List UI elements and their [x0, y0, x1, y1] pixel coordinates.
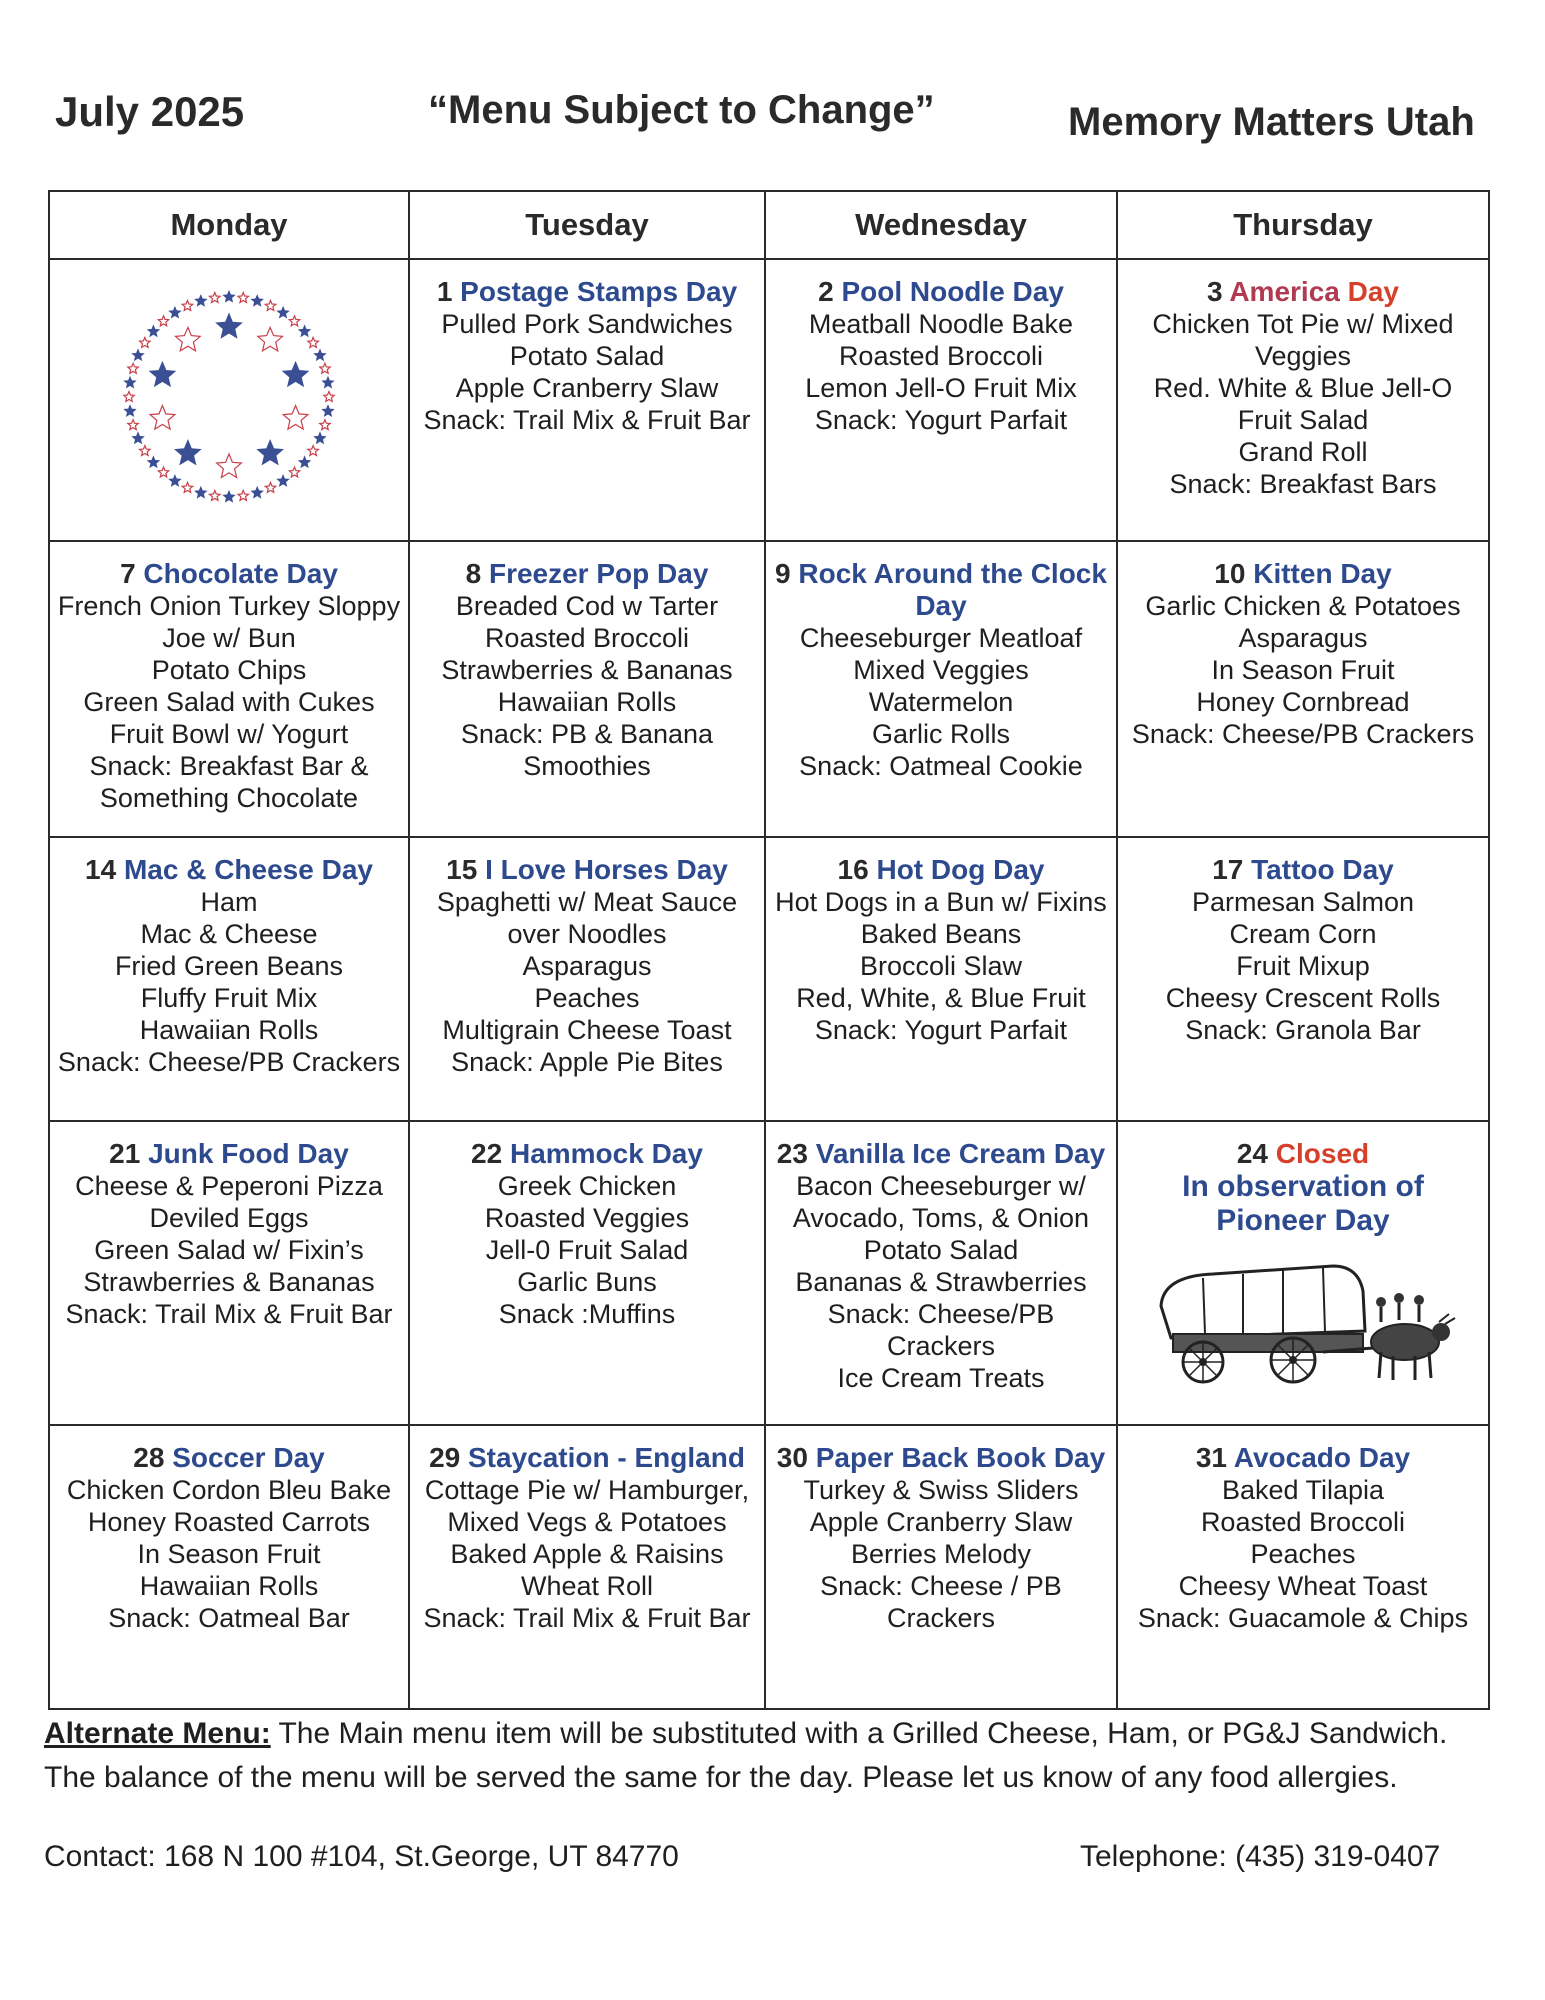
star-icon	[224, 292, 234, 302]
menu-item: Red. White & Blue Jell-O Fruit Salad	[1153, 373, 1453, 435]
menu-item: Green Salad with Cukes	[83, 687, 375, 717]
star-icon	[320, 363, 331, 373]
day-cell-17	[1117, 837, 1489, 1121]
menu-item: Deviled Eggs	[149, 1203, 309, 1233]
star-icon	[289, 467, 299, 477]
day-cell-14	[49, 837, 409, 1121]
day-cell-21	[49, 1121, 409, 1425]
star-icon	[324, 392, 334, 402]
menu-item: Cheeseburger Meatloaf	[799, 623, 1083, 653]
day-cell-3	[1117, 259, 1489, 541]
star-icon	[224, 492, 234, 502]
star-icon	[148, 457, 159, 467]
menu-item: Mixed Veggies	[853, 655, 1029, 685]
day-number: 3	[1207, 276, 1223, 307]
menu-item: Fluffy Fruit Mix	[140, 983, 318, 1013]
menu-item: Hawaiian Rolls	[497, 687, 677, 717]
menu-snack: Snack :Muffins	[498, 1299, 676, 1329]
menu-item: Hawaiian Rolls	[139, 1571, 319, 1601]
day-cell-1	[409, 259, 765, 541]
menu-item: Chicken Cordon Bleu Bake	[66, 1475, 392, 1505]
org-name: Memory Matters Utah	[1068, 100, 1475, 144]
menu-snack: Snack: Cheese/PB Crackers	[827, 1299, 1055, 1361]
day-cell-31	[1117, 1425, 1489, 1709]
week-row	[49, 1425, 1489, 1709]
menu-snack: Snack: Yogurt Parfait	[814, 405, 1068, 435]
weekday-header-row	[49, 191, 1489, 259]
star-icon	[283, 362, 308, 386]
menu-item: Hot Dogs in a Bun w/ Fixins	[775, 887, 1107, 917]
menu-item: Bacon Cheeseburger w/ Avocado, Toms, & Onion	[792, 1171, 1090, 1233]
day-theme: Hammock Day	[509, 1138, 703, 1169]
menu-snack: Snack: Oatmeal Bar	[108, 1603, 350, 1633]
day-number: 24	[1236, 1138, 1268, 1169]
day-number: 14	[85, 854, 117, 885]
day-cell-2	[765, 259, 1117, 541]
star-icon	[210, 491, 221, 501]
day-number: 8	[465, 558, 482, 589]
menu-item: Fried Green Beans	[114, 951, 344, 981]
day-theme: Chocolate Day	[143, 558, 338, 589]
menu-note: “Menu Subject to Change”	[428, 88, 935, 132]
star-icon	[150, 362, 175, 386]
menu-snack: Snack: Granola Bar	[1185, 1015, 1421, 1045]
menu-item: Peaches	[1250, 1539, 1356, 1569]
star-icon	[299, 457, 310, 467]
day-number: 30	[776, 1442, 808, 1473]
week-row	[49, 541, 1489, 837]
menu-item: Garlic Rolls	[871, 719, 1011, 749]
star-icon	[217, 454, 242, 478]
day-cell-7	[49, 541, 409, 837]
star-icon	[148, 326, 159, 336]
star-icon	[258, 327, 283, 351]
star-icon	[140, 337, 151, 347]
star-icon	[210, 293, 221, 303]
menu-item: Cottage Pie w/ Hamburger, Mixed Vegs & Potatoes	[424, 1475, 750, 1537]
menu-snack: Snack: Apple Pie Bites	[451, 1047, 723, 1077]
star-icon	[133, 350, 144, 360]
star-icon	[170, 307, 181, 317]
menu-snack: Snack: Breakfast Bar & Something Chocolate	[89, 751, 369, 813]
menu-item: Ham	[200, 887, 258, 917]
star-icon	[140, 446, 151, 456]
star-icon	[323, 406, 333, 416]
star-icon	[265, 483, 276, 493]
menu-snack: Snack: Cheese/PB Crackers	[57, 1047, 401, 1077]
day-cell-23	[765, 1121, 1117, 1425]
menu-item: Honey Cornbread	[1196, 687, 1410, 717]
menu-item: Strawberries & Bananas	[83, 1267, 375, 1297]
day-theme: Mac & Cheese Day	[123, 854, 373, 885]
star-icon	[128, 420, 139, 430]
day-theme: Hot Dog Day	[876, 854, 1045, 885]
star-icon	[125, 377, 135, 387]
menu-item: Cheesy Crescent Rolls	[1165, 983, 1441, 1013]
weekday-wednesday: Wednesday	[765, 191, 1117, 259]
day-number: 16	[837, 854, 869, 885]
star-icon	[278, 307, 289, 317]
star-icon	[278, 476, 289, 486]
menu-item: Roasted Veggies	[484, 1203, 690, 1233]
day-theme: Tattoo Day	[1251, 854, 1394, 885]
menu-item: Cheese & Peperoni Pizza	[75, 1171, 383, 1201]
day-cell-28	[49, 1425, 409, 1709]
star-icon	[176, 441, 201, 465]
covered-wagon-icon	[1143, 1256, 1463, 1386]
week-row	[49, 1121, 1489, 1425]
menu-snack: Snack: Trail Mix & Fruit Bar	[423, 1603, 751, 1633]
menu-item: Parmesan Salmon	[1191, 887, 1415, 917]
menu-item: In Season Fruit	[137, 1539, 321, 1569]
star-icon	[265, 301, 276, 311]
menu-item: Strawberries & Bananas	[441, 655, 733, 685]
menu-item: Greek Chicken	[497, 1171, 677, 1201]
menu-snack: Snack: Oatmeal Cookie	[799, 751, 1083, 781]
menu-item: Honey Roasted Carrots	[87, 1507, 371, 1537]
star-icon	[196, 487, 207, 497]
menu-snack: Snack: Breakfast Bars	[1169, 469, 1437, 499]
menu-item: Roasted Broccoli	[484, 623, 690, 653]
star-icon	[289, 316, 299, 326]
closed-reason: In observation of Pioneer Day	[1182, 1170, 1424, 1237]
menu-item: Potato Salad	[863, 1235, 1019, 1265]
menu-item: Baked Tilapia	[1221, 1475, 1385, 1505]
week-row	[49, 837, 1489, 1121]
menu-item: Multigrain Cheese Toast	[442, 1015, 732, 1045]
menu-item: Peaches	[534, 983, 640, 1013]
menu-calendar	[48, 190, 1490, 1710]
day-number: 23	[776, 1138, 808, 1169]
star-icon	[133, 433, 144, 443]
menu-item: Jell-0 Fruit Salad	[485, 1235, 689, 1265]
star-icon	[128, 363, 139, 373]
menu-item: Fruit Mixup	[1236, 951, 1370, 981]
day-theme: Soccer Day	[172, 1442, 325, 1473]
menu-snack: Snack: Yogurt Parfait	[814, 1015, 1068, 1045]
day-theme: Avocado Day	[1233, 1442, 1411, 1473]
day-number: 15	[446, 854, 478, 885]
day-theme-day: Day	[1347, 276, 1399, 307]
week-row	[49, 259, 1489, 541]
star-icon	[320, 420, 331, 430]
day-theme: Kitten Day	[1253, 558, 1392, 589]
day-cell-10	[1117, 541, 1489, 837]
star-icon	[308, 446, 319, 456]
star-icon	[217, 314, 242, 338]
day-number: 29	[429, 1442, 461, 1473]
star-icon	[315, 350, 326, 360]
day-cell-29	[409, 1425, 765, 1709]
menu-item: Baked Apple & Raisins	[450, 1539, 724, 1569]
menu-item: Spaghetti w/ Meat Sauce over Noodles	[436, 887, 738, 949]
star-icon	[308, 337, 319, 347]
star-icon	[176, 327, 201, 351]
weekday-tuesday: Tuesday	[409, 191, 765, 259]
star-icon	[238, 293, 249, 303]
day-number: 22	[471, 1138, 503, 1169]
menu-item: Roasted Broccoli	[1200, 1507, 1406, 1537]
menu-item: Broccoli Slaw	[859, 951, 1023, 981]
menu-item: Berries Melody	[850, 1539, 1032, 1569]
day-number: 7	[120, 558, 136, 589]
menu-item: Red, White, & Blue Fruit	[796, 983, 1086, 1013]
star-icon	[182, 483, 193, 493]
star-icon	[196, 296, 207, 306]
menu-item: Garlic Chicken & Potatoes	[1145, 591, 1461, 621]
closed-label: Closed	[1275, 1138, 1370, 1169]
menu-snack: Snack: Guacamole & Chips	[1137, 1603, 1469, 1633]
star-icon	[252, 487, 263, 497]
menu-item: Asparagus	[522, 951, 652, 981]
menu-item: Ice Cream Treats	[837, 1363, 1045, 1393]
star-icon	[158, 467, 168, 477]
menu-item: Fruit Bowl w/ Yogurt	[109, 719, 349, 749]
day-theme: Freezer Pop Day	[488, 558, 709, 589]
day-cell-15	[409, 837, 765, 1121]
stars-wreath-icon	[114, 282, 344, 512]
star-icon	[238, 491, 249, 501]
menu-item: French Onion Turkey Sloppy Joe w/ Bun	[57, 591, 401, 653]
day-number: 1	[436, 276, 453, 307]
alternate-menu-text: The Main menu item will be substituted with a Grilled Cheese, Ham, or PG&J Sandwich. The balance of the menu will be served the same for the day. Please let us know of any food allergies.	[44, 1717, 1448, 1794]
day-theme: Paper Back Book Day	[815, 1442, 1106, 1473]
menu-item: Turkey & Swiss Sliders	[803, 1475, 1079, 1505]
star-icon	[258, 441, 283, 465]
day-number: 31	[1195, 1442, 1228, 1473]
month-title: July 2025	[55, 88, 245, 135]
menu-item: Potato Chips	[151, 655, 307, 685]
menu-item: Green Salad w/ Fixin’s	[94, 1235, 364, 1265]
alternate-menu-note	[44, 1712, 1484, 1800]
menu-snack: Snack: Trail Mix & Fruit Bar	[423, 405, 751, 435]
star-icon	[283, 406, 308, 430]
day-cell-24	[1117, 1121, 1489, 1425]
day-number: 10	[1214, 558, 1246, 589]
menu-item: Pulled Pork Sandwiches	[441, 309, 733, 339]
menu-item: Roasted Broccoli	[838, 341, 1044, 371]
star-icon	[299, 326, 310, 336]
menu-item: Cream Corn	[1229, 919, 1377, 949]
menu-item: Lemon Jell-O Fruit Mix	[805, 373, 1077, 403]
contact-telephone: Telephone: (435) 319-0407	[1080, 1840, 1441, 1873]
stars-wreath-cell	[49, 259, 409, 541]
star-icon	[323, 377, 333, 387]
star-icon	[124, 392, 134, 402]
menu-item: Chicken Tot Pie w/ Mixed Veggies	[1152, 309, 1454, 371]
menu-item: Garlic Buns	[517, 1267, 657, 1297]
star-icon	[315, 433, 326, 443]
menu-item: Apple Cranberry Slaw	[455, 373, 719, 403]
day-theme: I Love Horses Day	[485, 854, 728, 885]
star-icon	[252, 296, 263, 306]
day-number: 28	[133, 1442, 165, 1473]
menu-item: Asparagus	[1238, 623, 1368, 653]
day-number: 9	[775, 558, 791, 589]
menu-item: In Season Fruit	[1211, 655, 1395, 685]
day-theme: Staycation - England	[468, 1442, 745, 1473]
day-theme: Postage Stamps Day	[460, 276, 738, 307]
day-number: 17	[1212, 854, 1244, 885]
menu-snack: Snack: Cheese/PB Crackers	[1131, 719, 1475, 749]
day-theme: Pool Noodle Day	[841, 276, 1064, 307]
day-number: 2	[818, 276, 834, 307]
menu-item: Watermelon	[868, 687, 1014, 717]
menu-item: Potato Salad	[509, 341, 665, 371]
star-icon	[182, 301, 193, 311]
menu-item: Hawaiian Rolls	[139, 1015, 319, 1045]
day-theme: Vanilla Ice Cream Day	[815, 1138, 1106, 1169]
weekday-monday: Monday	[49, 191, 409, 259]
alternate-menu-label: Alternate Menu:	[44, 1717, 271, 1750]
star-icon	[158, 316, 168, 326]
menu-item: Breaded Cod w Tarter	[455, 591, 719, 621]
menu-snack: Snack: PB & Banana Smoothies	[460, 719, 714, 781]
menu-item: Wheat Roll	[520, 1571, 654, 1601]
menu-item: Grand Roll	[1238, 437, 1368, 467]
day-theme: Rock Around the Clock Day	[798, 558, 1107, 621]
day-theme: Junk Food Day	[148, 1138, 349, 1169]
menu-item: Meatball Noodle Bake	[808, 309, 1074, 339]
day-cell-22	[409, 1121, 765, 1425]
menu-item: Mac & Cheese	[140, 919, 318, 949]
contact-address: Contact: 168 N 100 #104, St.George, UT 84770	[44, 1840, 679, 1873]
day-number: 21	[109, 1138, 141, 1169]
menu-item: Cheesy Wheat Toast	[1178, 1571, 1428, 1601]
day-cell-30	[765, 1425, 1117, 1709]
star-icon	[125, 406, 135, 416]
day-cell-9	[765, 541, 1117, 837]
menu-item: Bananas & Strawberries	[795, 1267, 1087, 1297]
menu-item: Baked Beans	[860, 919, 1022, 949]
menu-snack: Snack: Trail Mix & Fruit Bar	[65, 1299, 393, 1329]
menu-snack: Snack: Cheese / PB Crackers	[820, 1571, 1062, 1633]
star-icon	[150, 406, 175, 430]
day-cell-8	[409, 541, 765, 837]
weekday-thursday: Thursday	[1117, 191, 1489, 259]
day-cell-16	[765, 837, 1117, 1121]
day-theme-america: America	[1229, 276, 1340, 307]
star-icon	[170, 476, 181, 486]
menu-item: Apple Cranberry Slaw	[809, 1507, 1073, 1537]
